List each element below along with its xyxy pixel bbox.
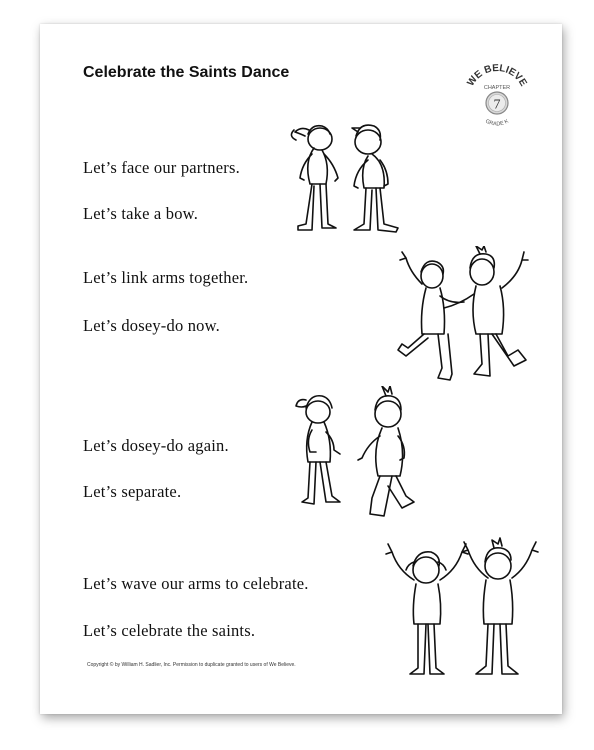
dance-line-3: Let’s link arms together. — [83, 268, 249, 287]
badge-brand: WE BELIEVE — [465, 62, 529, 89]
linked-arms-illustration — [396, 246, 532, 384]
copyright-notice: Copyright © by William H. Sadlier, Inc. Permission to duplicate granted to users of We Believe. — [87, 662, 296, 668]
dance-line-7: Let’s wave our arms to celebrate. — [83, 574, 309, 593]
dance-line-5: Let’s dosey-do again. — [83, 436, 229, 455]
dance-line-4: Let’s dosey-do now. — [83, 316, 221, 335]
dance-line-6: Let’s separate. — [83, 482, 182, 501]
worksheet-title: Celebrate the Saints Dance — [83, 64, 290, 81]
chapter-badge — [462, 58, 532, 134]
waving-children-illustration — [380, 536, 542, 692]
bowing-children-illustration — [268, 114, 424, 240]
dance-line-1: Let’s face our partners. — [83, 158, 240, 177]
dosey-do-illustration — [276, 386, 426, 526]
dance-line-2: Let’s take a bow. — [83, 204, 199, 223]
badge-chapter-label: CHAPTER — [483, 85, 511, 91]
worksheet-page — [40, 24, 562, 714]
badge-chapter-number: 7 — [493, 97, 501, 113]
dance-line-8: Let’s celebrate the saints. — [83, 621, 256, 640]
badge-grade: GRADE K — [484, 118, 510, 128]
